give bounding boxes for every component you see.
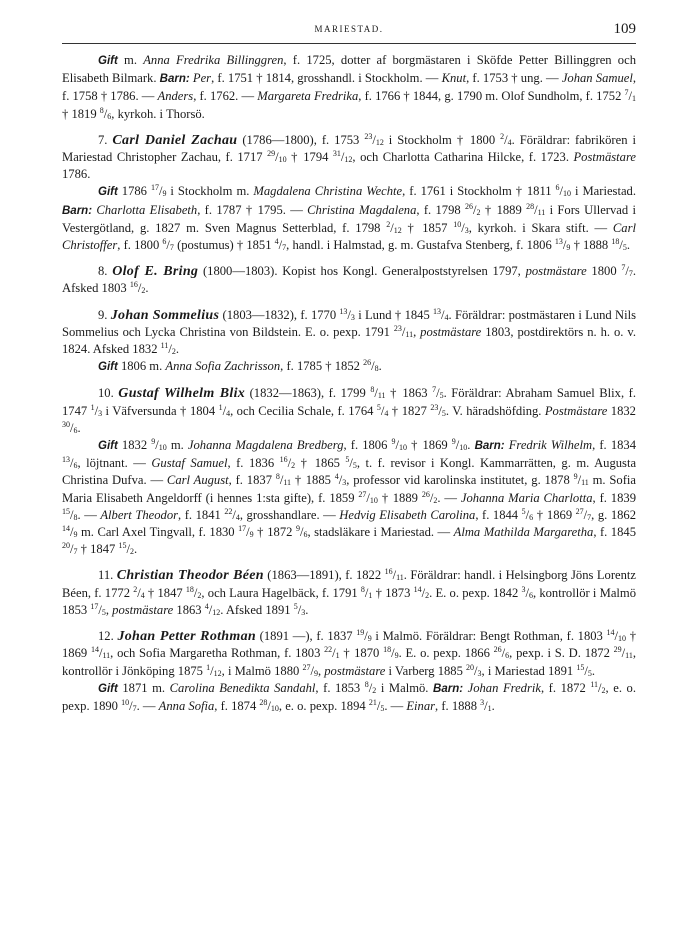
paragraph-gap: [62, 376, 636, 385]
paragraph-p4: 9. Johan Sommelius (1803—1832), f. 1770 $^{13}/_3$ i Lund † 1845 $^{13}/_4$. Föräldrar: postmästaren i Lund Nils Sommelius och Lycka Christina von Bildstein. E. o. pexp. 1791 $^{23}/_{11}$, postmästare 1803, postdirektörs n. h. o. v. 1824. Afsked 1832 $^{11}/_2$.: [62, 306, 637, 357]
paragraph-gap: [62, 558, 636, 567]
paragraph-p0: Gift m. Anna Fredrika Billinggren, f. 1725, dotter af borgmästaren i Sköfde Petter Billinggren och Elisabeth Bilmark. Barn: Per, f. 1751 † 1814, grosshandl. i Stockholm. — Knut, f. 1753 † ung. — Johan Samuel, f. 1758 † 1786. — Anders, f. 1762. — Margareta Fredrika, f. 1766 † 1844, g. 1790 m. Olof Sundholm, f. 1752 $^7/_1$ † 1819 $^8/_6$, kyrkoh. i Thorsö.: [62, 53, 637, 121]
running-title: MARIESTAD.: [314, 24, 384, 34]
page-body: [62, 52, 636, 715]
paragraph-p6: 10. Gustaf Wilhelm Blix (1832—1863), f. 1799 $^8/_{11}$ † 1863 $^7/_5$. Föräldrar: Abraham Samuel Blix, f. 1747 $^1/_3$ i Väfversunda † 1804 $^1/_4$, och Cecilia Schale, f. 1764 $^5/_4$ † 1827 $^{23}/_5$. V. häradshöfding. Postmästare 1832 $^{30}/_6$.: [62, 385, 636, 435]
paragraph-gap: [62, 123, 636, 132]
paragraph-p7: Gift 1832 $^9/_{10}$ m. Johanna Magdalena Bredberg, f. 1806 $^9/_{10}$ † 1869 $^9/_{10}$. Barn: Fredrik Wilhelm, f. 1834 $^{13}/_6$, löjtnant. — Gustaf Samuel, f. 1836 $^{16}/_2$ † 1865 $^5/_5$, t. f. revisor i Kongl. Kammarrätten, g. m. Augusta Christina Dufva. — Carl August, f. 1837 $^8/_{11}$ † 1885 $^4/_3$, professor vid karolinska institutet, g. 1878 $^9/_{11}$ m. Sofia Maria Elisabeth Angeldorff (i hennes 1:sta gifte), f. 1859 $^{27}/_{10}$ † 1889 $^{26}/_2$. — Johanna Maria Charlotta, f. 1839 $^{15}/_8$. — Albert Theodor, f. 1841 $^{22}/_4$, grosshandlare. — Hedvig Elisabeth Carolina, f. 1844 $^5/_6$ † 1869 $^{27}/_7$, g. 1862 $^{14}/_9$ m. Carl Axel Tingvall, f. 1830 $^{17}/_9$ † 1872 $^9/_6$, stadsläkare i Mariestad. — Alma Mathilda Margaretha, f. 1845 $^{20}/_7$ † 1847 $^{15}/_2$.: [62, 437, 637, 557]
paragraph-gap: [62, 298, 636, 307]
paragraph-p1: 7. Carl Daniel Zachau (1786—1800), f. 1753 $^{23}/_{12}$ i Stockholm † 1800 $^2/_4$. Föräldrar: fabrikören i Mariestad Christopher Zachau, f. 1717 $^{29}/_{10}$ † 1794 $^{31}/_{12}$, och Charlotta Catharina Hilcke, f. 1723. Postmästare 1786.: [62, 131, 636, 182]
paragraph-p3: 8. Olof E. Bring (1800—1803). Kopist hos Kongl. Generalpoststyrelsen 1797, postmästare 1800 $^7/_7$. Afsked 1803 $^{16}/_2$.: [62, 263, 637, 296]
paragraph-gap: [62, 254, 636, 263]
paragraph-gap: [62, 619, 636, 628]
header-rule: [62, 43, 636, 44]
paragraph-p2: Gift 1786 $^{17}/_9$ i Stockholm m. Magdalena Christina Wechte, f. 1761 i Stockholm † 1811 $^6/_{10}$ i Mariestad. Barn: Charlotta Elisabeth, f. 1787 † 1795. — Christina Magdalena, f. 1798 $^{26}/_2$ † 1889 $^{28}/_{11}$ i Fors Ullervad i Vestergötland, g. 1827 m. Sven Magnus Setterblad, f. 1798 $^2/_{12}$ † 1857 $^{10}/_3$, kyrkoh. i Skara stift. — Carl Christoffer, f. 1800 $^6/_7$ (postumus) † 1851 $^4/_7$, handl. i Halmstad, g. m. Gustafva Stenberg, f. 1806 $^{13}/_9$ † 1888 $^{18}/_5$.: [62, 183, 636, 253]
paragraph-p9: 12. Johan Petter Rothman (1891 —), f. 1837 $^{19}/_9$ i Malmö. Föräldrar: Bengt Rothman, f. 1803 $^{14}/_{10}$ † 1869 $^{14}/_{11}$, och Sofia Margaretha Rothman, f. 1803 $^{22}/_1$ † 1870 $^{18}/_9$. E. o. pexp. 1866 $^{26}/_6$, pexp. i S. D. 1872 $^{29}/_{11}$, kontrollör i Jönköping 1875 $^1/_{12}$, i Malmö 1880 $^{27}/_9$, postmästare i Varberg 1885 $^{20}/_3$, i Mariestad 1891 $^{15}/_5$.: [62, 628, 637, 678]
paragraph-p8: 11. Christian Theodor Béen (1863—1891), f. 1822 $^{16}/_{11}$. Föräldrar: handl. i Helsingborg Jöns Lorentz Béen, f. 1772 $^2/_4$ † 1847 $^{18}/_2$, och Laura Hagelbäck, f. 1791 $^8/_1$ † 1873 $^{14}/_2$. E. o. pexp. 1842 $^3/_6$, kontrollör i Malmö 1853 $^{17}/_5$, postmästare 1863 $^4/_{12}$. Afsked 1891 $^5/_3$.: [62, 567, 636, 617]
paragraph-p5: Gift 1806 m. Anna Sofia Zachrisson, f. 1785 † 1852 $^{26}/_8$.: [98, 358, 382, 374]
running-header: [62, 22, 636, 42]
page-number: 109: [613, 21, 636, 37]
paragraph-p10: Gift 1871 m. Carolina Benedikta Sandahl, f. 1853 $^8/_2$ i Malmö. Barn: Johan Fredrik, f. 1872 $^{11}/_2$, e. o. pexp. 1890 $^{10}/_7$. — Anna Sofia, f. 1874 $^{28}/_{10}$, e. o. pexp. 1894 $^{21}/_5$. — Einar, f. 1888 $^3/_1$.: [62, 679, 636, 713]
